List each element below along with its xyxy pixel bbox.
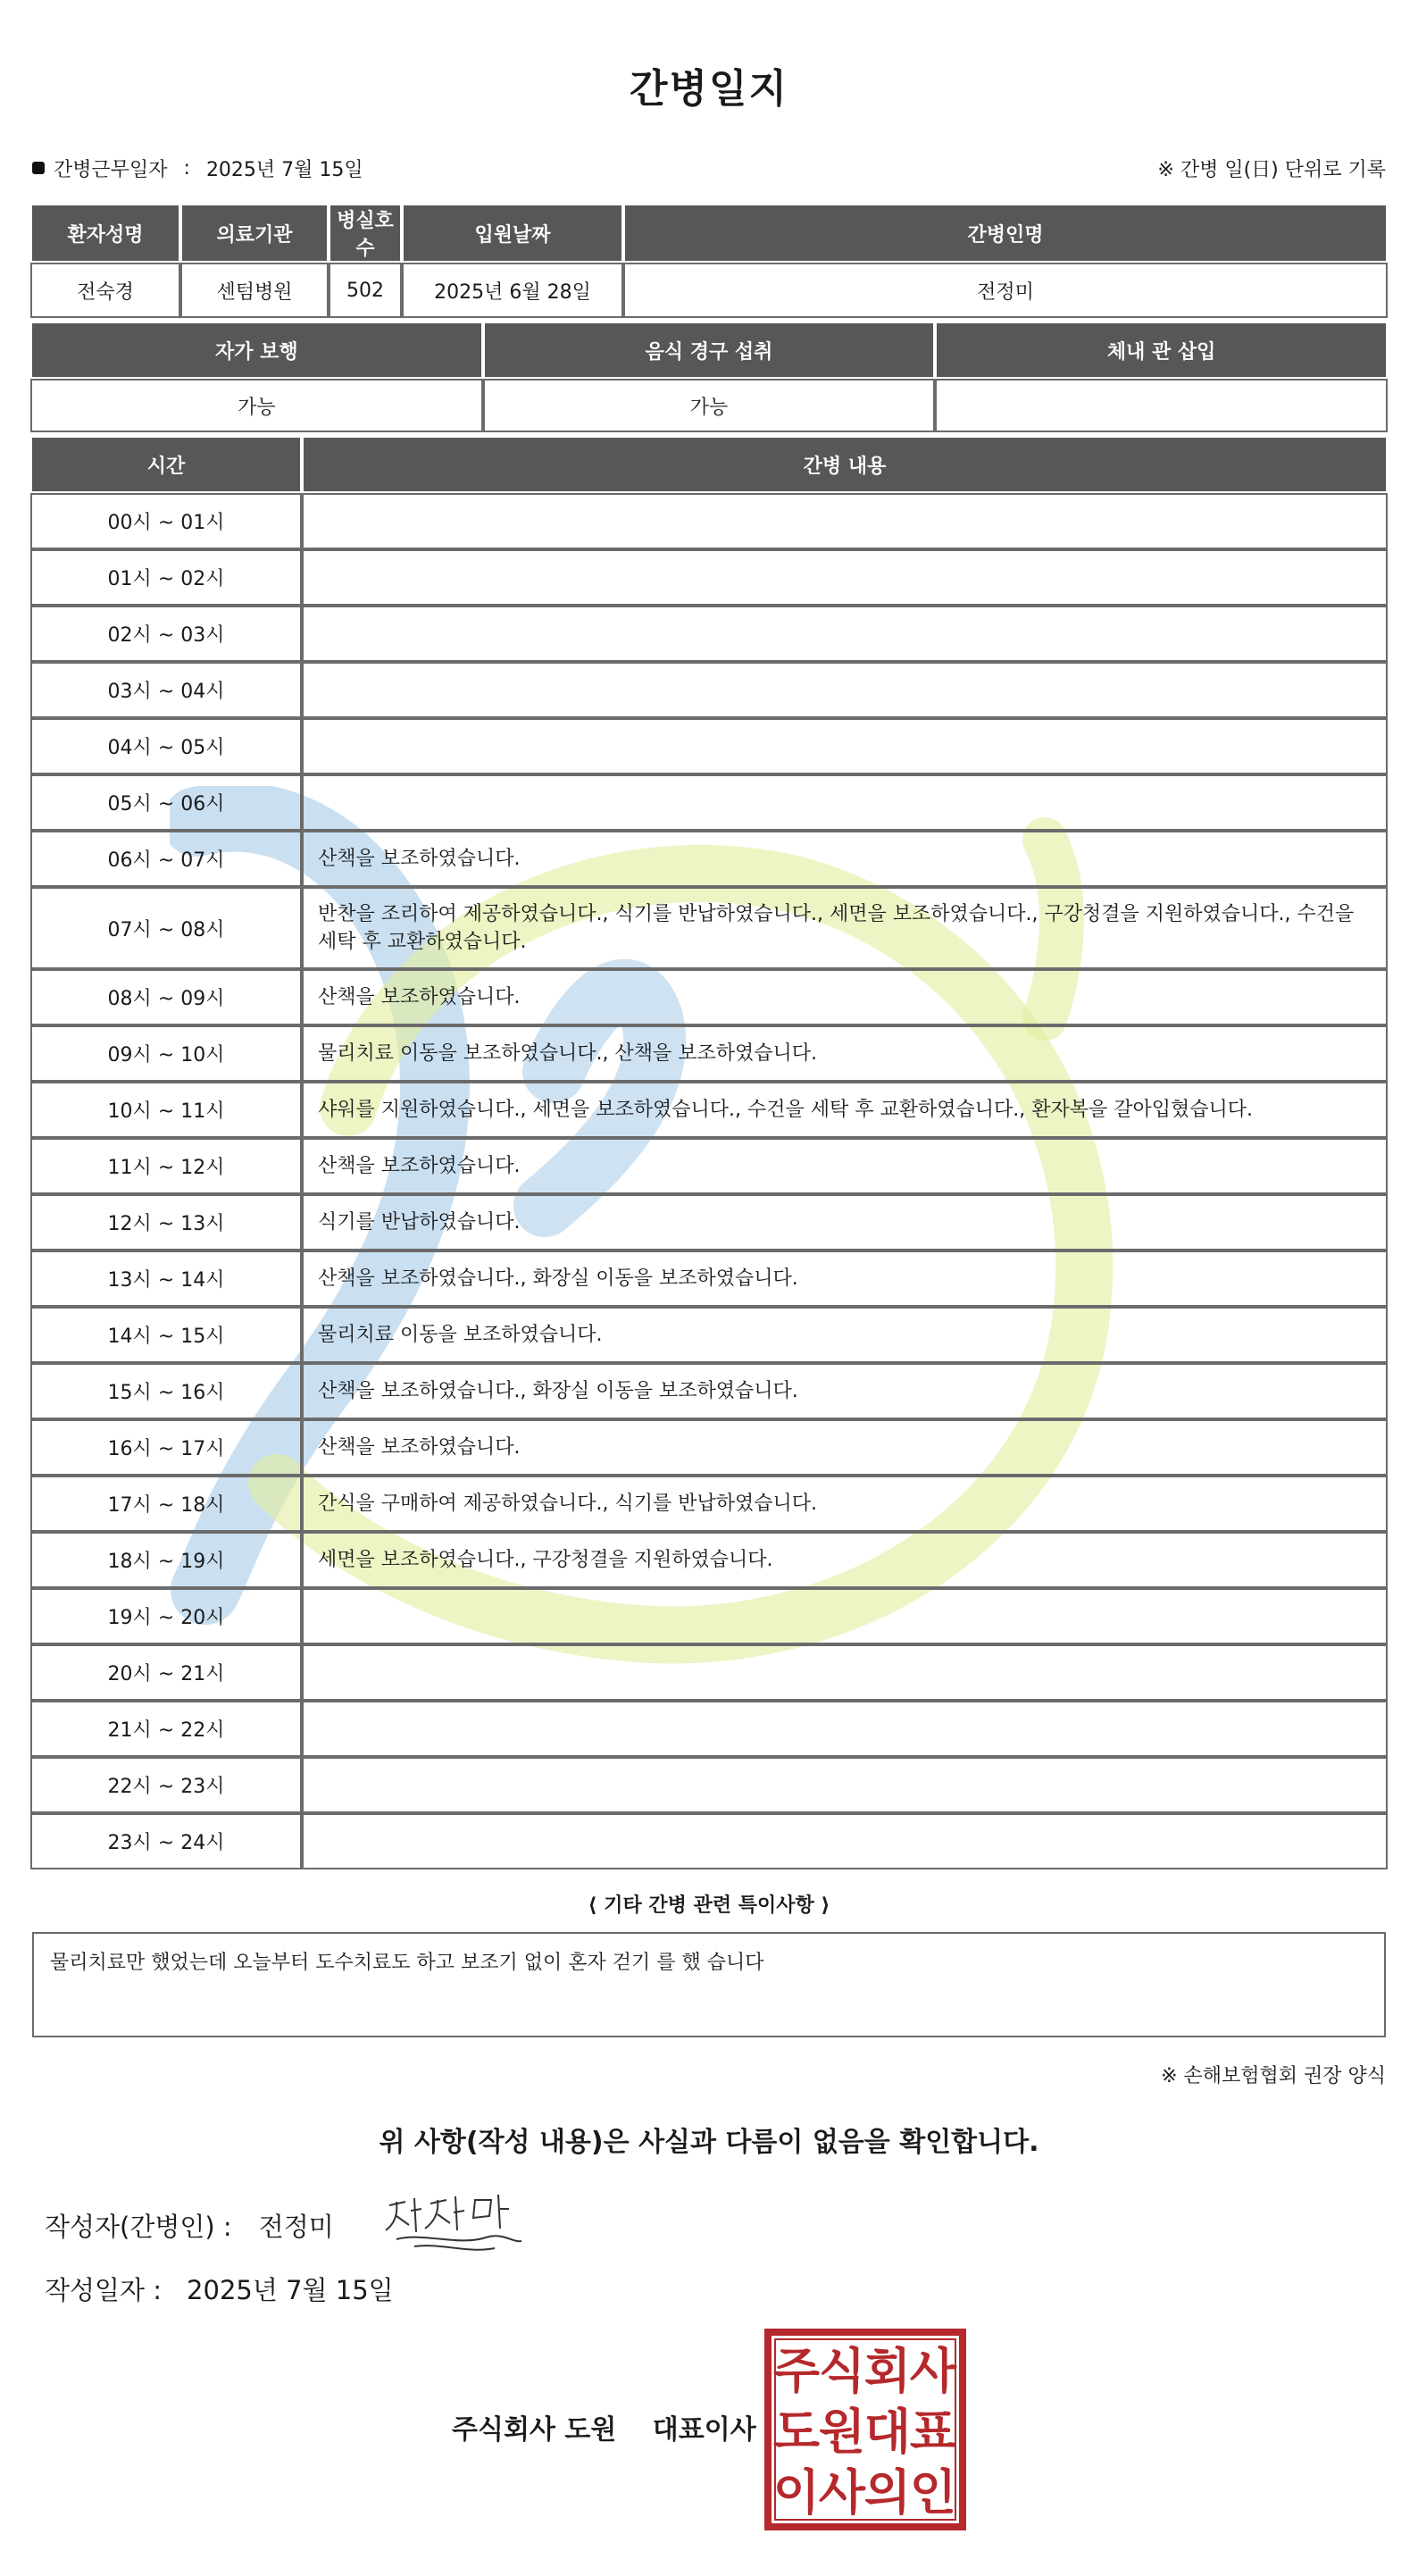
seal-character: 인 bbox=[909, 2464, 957, 2521]
table-row bbox=[32, 1196, 1386, 1249]
care-content-cell: 산책을 보조하였습니다. bbox=[304, 1140, 1386, 1192]
care-time-cell: 17시 ~ 18시 bbox=[32, 1477, 300, 1530]
header-patient-name: 환자성명 bbox=[32, 205, 179, 261]
care-content-cell: 산책을 보조하였습니다. bbox=[304, 832, 1386, 885]
care-content-cell: 산책을 보조하였습니다. bbox=[304, 1421, 1386, 1474]
table-row bbox=[32, 971, 1386, 1024]
care-content-cell bbox=[304, 495, 1386, 548]
writer-row bbox=[32, 2198, 1386, 2252]
table-row bbox=[32, 607, 1386, 660]
care-time-cell: 23시 ~ 24시 bbox=[32, 1815, 300, 1868]
company-name: 주식회사 도원 bbox=[452, 2414, 617, 2446]
care-content-cell bbox=[304, 607, 1386, 660]
care-time-cell: 03시 ~ 04시 bbox=[32, 664, 300, 716]
care-content-cell: 세면을 보조하였습니다., 구강청결을 지원하였습니다. bbox=[304, 1534, 1386, 1586]
company-seal-icon bbox=[764, 2329, 966, 2530]
notes-text: 물리치료만 했었는데 오늘부터 도수치료도 하고 보조기 없이 혼자 걷기 를 했 습니다 bbox=[50, 1952, 764, 1974]
care-time-cell: 15시 ~ 16시 bbox=[32, 1365, 300, 1418]
care-content-cell: 산책을 보조하였습니다. bbox=[304, 971, 1386, 1024]
work-date-row bbox=[32, 154, 1386, 182]
care-time-cell: 05시 ~ 06시 bbox=[32, 776, 300, 829]
care-content-cell: 간식을 구매하여 제공하였습니다., 식기를 반납하였습니다. bbox=[304, 1477, 1386, 1530]
care-content-cell bbox=[304, 1590, 1386, 1643]
table-row bbox=[32, 1140, 1386, 1192]
care-content-cell: 산책을 보조하였습니다., 화장실 이동을 보조하였습니다. bbox=[304, 1365, 1386, 1418]
written-date-label: 작성일자 : bbox=[45, 2274, 163, 2305]
care-time-cell: 00시 ~ 01시 bbox=[32, 495, 300, 548]
care-content-cell bbox=[304, 1815, 1386, 1868]
care-time-cell: 14시 ~ 15시 bbox=[32, 1309, 300, 1361]
table-row bbox=[32, 1646, 1386, 1699]
table-row bbox=[32, 1083, 1386, 1136]
self-walking-value: 가능 bbox=[32, 381, 481, 431]
care-time-cell: 04시 ~ 05시 bbox=[32, 720, 300, 773]
patient-name: 전숙경 bbox=[32, 264, 179, 316]
oral-intake-value: 가능 bbox=[485, 381, 934, 431]
signature-icon bbox=[379, 2189, 530, 2261]
care-time-cell: 22시 ~ 23시 bbox=[32, 1759, 300, 1811]
seal-character: 식 bbox=[818, 2343, 866, 2399]
caregiver-name: 전정미 bbox=[625, 264, 1386, 316]
table-row bbox=[32, 720, 1386, 773]
written-date-row bbox=[32, 2266, 1386, 2311]
table-row bbox=[32, 889, 1386, 967]
header-care-content: 간병 내용 bbox=[304, 438, 1386, 491]
care-content-cell: 반찬을 조리하여 제공하였습니다., 식기를 반납하였습니다., 세면을 보조하였습니다., 구강청결을 지원하였습니다., 수건을 세탁 후 교환하였습니다. bbox=[304, 889, 1386, 967]
table-row bbox=[32, 1027, 1386, 1080]
table-row bbox=[32, 1365, 1386, 1418]
care-time-cell: 09시 ~ 10시 bbox=[32, 1027, 300, 1080]
table-row bbox=[32, 495, 1386, 548]
header-tube-insertion: 체내 관 삽입 bbox=[937, 323, 1386, 377]
seal-character: 원 bbox=[818, 2404, 866, 2460]
care-time-cell: 20시 ~ 21시 bbox=[32, 1646, 300, 1699]
work-date-label: 간병근무일자 bbox=[54, 158, 168, 181]
care-time-cell: 07시 ~ 08시 bbox=[32, 889, 300, 967]
care-time-cell: 18시 ~ 19시 bbox=[32, 1534, 300, 1586]
document-title: 간병일지 bbox=[629, 66, 788, 112]
table-row bbox=[32, 1590, 1386, 1643]
table-row bbox=[32, 832, 1386, 885]
seal-character: 주 bbox=[772, 2343, 821, 2399]
room-number: 502 bbox=[330, 264, 400, 316]
care-time-cell: 13시 ~ 14시 bbox=[32, 1252, 300, 1305]
care-content-cell bbox=[304, 551, 1386, 604]
seal-character: 회 bbox=[863, 2343, 912, 2399]
seal-character: 의 bbox=[863, 2464, 912, 2521]
format-note: ※ 손해보험협회 권장 양식 bbox=[1161, 2065, 1386, 2087]
work-date-value: 2025년 7월 15일 bbox=[205, 158, 363, 181]
header-caregiver-name: 간병인명 bbox=[625, 205, 1386, 261]
table-row bbox=[32, 551, 1386, 604]
table-row bbox=[32, 1252, 1386, 1305]
header-room-number: 병실호수 bbox=[330, 205, 400, 261]
work-date-separator: : bbox=[183, 156, 190, 180]
table-row bbox=[32, 1421, 1386, 1474]
header-oral-intake: 음식 경구 섭취 bbox=[485, 323, 934, 377]
writer-name: 전정미 bbox=[258, 2211, 334, 2242]
confirmation-statement: 위 사항(작성 내용)은 사실과 다름이 없음을 확인합니다. bbox=[379, 2127, 1039, 2158]
notes-box bbox=[32, 1932, 1386, 2037]
care-content-cell bbox=[304, 1702, 1386, 1755]
seal-character: 사 bbox=[818, 2464, 866, 2521]
table-row bbox=[32, 1815, 1386, 1868]
table-row bbox=[32, 1534, 1386, 1586]
notes-title: ⟨ 기타 간병 관련 특이사항 ⟩ bbox=[588, 1894, 830, 1917]
table-row bbox=[32, 1702, 1386, 1755]
care-time-cell: 01시 ~ 02시 bbox=[32, 551, 300, 604]
table-row bbox=[32, 776, 1386, 829]
care-content-cell bbox=[304, 1759, 1386, 1811]
care-content-cell bbox=[304, 720, 1386, 773]
company-footer bbox=[32, 2325, 1386, 2530]
header-admission-date: 입원날짜 bbox=[404, 205, 621, 261]
care-time-cell: 19시 ~ 20시 bbox=[32, 1590, 300, 1643]
table-row bbox=[32, 1477, 1386, 1530]
seal-character: 도 bbox=[772, 2404, 821, 2460]
table-row bbox=[32, 664, 1386, 716]
care-log-table bbox=[29, 434, 1389, 1871]
patient-info-table bbox=[29, 202, 1389, 320]
bullet-icon bbox=[32, 162, 45, 174]
care-time-cell: 16시 ~ 17시 bbox=[32, 1421, 300, 1474]
care-time-cell: 10시 ~ 11시 bbox=[32, 1083, 300, 1136]
header-self-walking: 자가 보행 bbox=[32, 323, 481, 377]
patient-status-table bbox=[29, 320, 1389, 434]
hospital-name: 센텀병원 bbox=[182, 264, 327, 316]
tube-insertion-value bbox=[937, 381, 1386, 431]
care-time-cell: 08시 ~ 09시 bbox=[32, 971, 300, 1024]
record-unit-note: ※ 간병 일(日) 단위로 기록 bbox=[1157, 158, 1386, 181]
representative-title: 대표이사 bbox=[652, 2414, 756, 2446]
seal-character: 사 bbox=[909, 2343, 957, 2399]
care-content-cell: 물리치료 이동을 보조하였습니다. bbox=[304, 1309, 1386, 1361]
header-hospital: 의료기관 bbox=[182, 205, 327, 261]
header-time: 시간 bbox=[32, 438, 300, 491]
admission-date: 2025년 6월 28일 bbox=[404, 264, 621, 316]
table-row bbox=[32, 1759, 1386, 1811]
care-content-cell: 샤워를 지원하였습니다., 세면을 보조하였습니다., 수건을 세탁 후 교환하였습니다., 환자복을 갈아입혔습니다. bbox=[304, 1083, 1386, 1136]
written-date-value: 2025년 7월 15일 bbox=[187, 2274, 394, 2305]
care-content-cell: 산책을 보조하였습니다., 화장실 이동을 보조하였습니다. bbox=[304, 1252, 1386, 1305]
care-content-cell: 물리치료 이동을 보조하였습니다., 산책을 보조하였습니다. bbox=[304, 1027, 1386, 1080]
care-content-cell bbox=[304, 664, 1386, 716]
care-time-cell: 21시 ~ 22시 bbox=[32, 1702, 300, 1755]
care-content-cell: 식기를 반납하였습니다. bbox=[304, 1196, 1386, 1249]
care-time-cell: 11시 ~ 12시 bbox=[32, 1140, 300, 1192]
table-row bbox=[32, 1309, 1386, 1361]
seal-character: 대 bbox=[863, 2404, 912, 2460]
care-time-cell: 12시 ~ 13시 bbox=[32, 1196, 300, 1249]
care-content-cell bbox=[304, 776, 1386, 829]
seal-character: 이 bbox=[772, 2464, 821, 2521]
writer-label: 작성자(간병인) : bbox=[45, 2211, 232, 2242]
seal-character: 표 bbox=[909, 2404, 957, 2460]
care-content-cell bbox=[304, 1646, 1386, 1699]
care-time-cell: 06시 ~ 07시 bbox=[32, 832, 300, 885]
care-time-cell: 02시 ~ 03시 bbox=[32, 607, 300, 660]
